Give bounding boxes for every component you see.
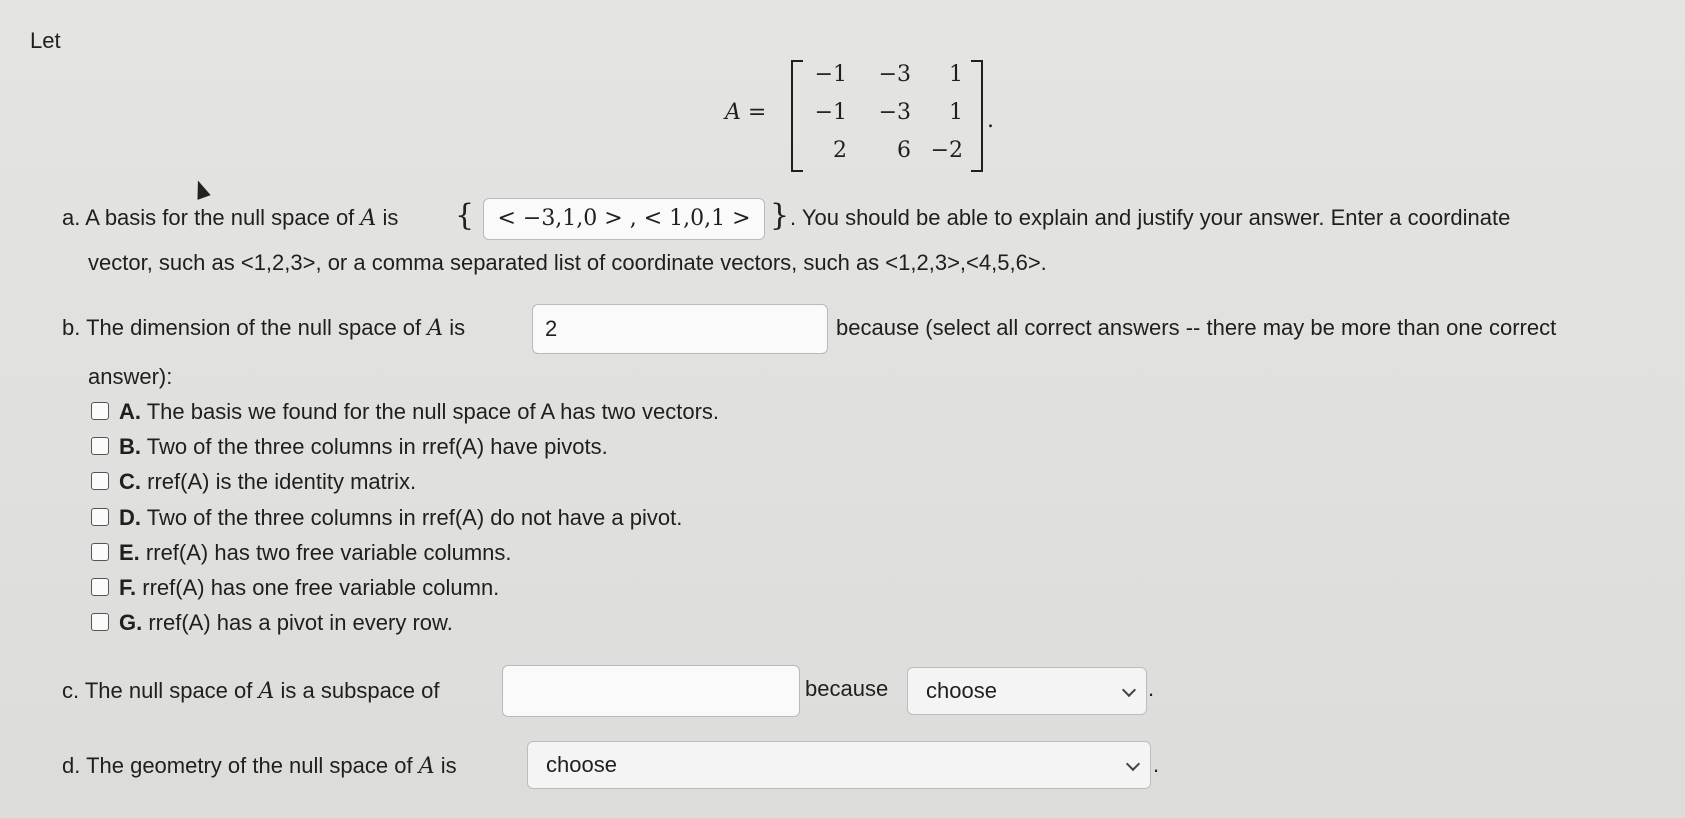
matrix-cell: 6 — [897, 138, 911, 163]
matrix-cell: 2 — [833, 138, 847, 163]
option-f-checkbox[interactable] — [91, 578, 109, 596]
part-c-period: . — [1148, 676, 1155, 701]
option-e-checkbox[interactable] — [91, 543, 109, 561]
option-d-label: D. Two of the three columns in rref(A) do not have a pivot. — [119, 505, 683, 530]
option-a-checkbox[interactable] — [91, 402, 109, 420]
part-d-period: . — [1153, 752, 1160, 777]
part-d-prefix: d. The geometry of the null space of A is — [62, 753, 457, 779]
part-b-prefix: b. The dimension of the null space of A is — [62, 315, 466, 341]
part-a-suffix: . You should be able to explain and justify your answer. Enter a coordinate — [790, 205, 1511, 230]
part-c-select[interactable] — [907, 667, 1147, 715]
part-a-close-brace: } — [770, 198, 790, 233]
chevron-down-icon — [1122, 683, 1136, 697]
matrix-right-bracket — [971, 60, 983, 172]
subspace-of-input[interactable] — [502, 665, 800, 717]
matrix-cell: −3 — [878, 62, 911, 87]
part-c-because: because — [805, 676, 889, 701]
option-g-checkbox[interactable] — [91, 613, 109, 631]
option-e-label: E. rref(A) has two free variable columns. — [119, 540, 512, 565]
matrix-label: A = — [725, 100, 767, 125]
option-b-checkbox[interactable] — [91, 437, 109, 455]
option-c-checkbox[interactable] — [91, 472, 109, 490]
part-c-prefix: c. The null space of A is a subspace of — [62, 678, 440, 704]
part-a-line2: vector, such as <1,2,3>, or a comma separated list of coordinate vectors, such as <1,2,3>,<4,5,6>. — [88, 250, 1047, 275]
matrix-cell: 1 — [949, 100, 963, 125]
matrix-cell: −2 — [930, 138, 963, 163]
part-b-suffix: because (select all correct answers -- there may be more than one correct — [836, 315, 1557, 340]
matrix-cell: −1 — [814, 62, 847, 87]
matrix-a — [725, 56, 1025, 176]
option-c-label: C. rref(A) is the identity matrix. — [119, 469, 417, 494]
matrix-period: . — [987, 108, 994, 133]
matrix-cell: 1 — [949, 62, 963, 87]
matrix-cell: −1 — [814, 100, 847, 125]
matrix-cell: −3 — [878, 100, 911, 125]
part-d-select[interactable] — [527, 741, 1151, 789]
intro-text: Let — [30, 28, 61, 53]
part-c-select-value: choose — [926, 678, 997, 703]
null-space-basis-input[interactable]: < −3,1,0 > , < 1,0,1 > — [483, 198, 765, 240]
option-g-label: G. rref(A) has a pivot in every row. — [119, 610, 453, 635]
mouse-cursor-icon — [191, 178, 210, 200]
part-a-prefix: a. A basis for the null space of A is — [62, 205, 399, 231]
part-a-open-brace: { — [455, 198, 475, 233]
dimension-input[interactable]: 2 — [532, 304, 828, 354]
option-d-checkbox[interactable] — [91, 508, 109, 526]
part-d-select-value: choose — [546, 752, 617, 777]
chevron-down-icon — [1126, 757, 1140, 771]
option-f-label: F. rref(A) has one free variable column. — [119, 575, 500, 600]
option-a-label: A. The basis we found for the null space of A has two vectors. — [119, 399, 720, 424]
option-b-label: B. Two of the three columns in rref(A) have pivots. — [119, 434, 608, 459]
part-b-line2: answer): — [88, 364, 173, 389]
